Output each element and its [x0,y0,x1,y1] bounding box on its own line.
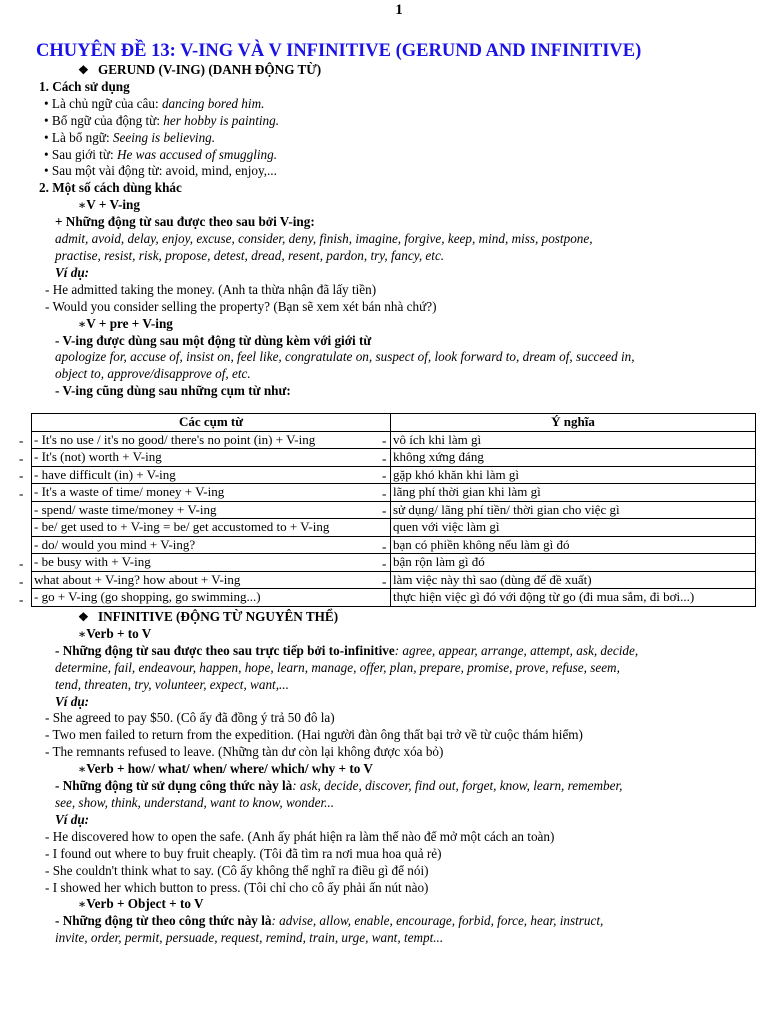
table-row [32,519,756,537]
prep-list: object to, approve/disapprove of, etc. [55,366,251,382]
cell-meaning: làm việc này thì sao (dùng để đề xuất) [391,571,756,589]
pattern-verb-wh-to-v: ∗Verb + how/ what/ when/ where/ which/ why + to V [78,761,373,777]
cell-phrase: - be busy with + V-ing [34,554,151,570]
example-label: Ví dụ: [55,811,90,827]
diamond-bullet-icon: ❖ [78,63,89,77]
diamond-bullet-icon: ❖ [78,610,89,624]
prep-list: apologize for, accuse of, insist on, feel like, congratulate on, suspect of, look forward to, dream of, succeed in, [55,349,635,365]
cell-phrase: - have difficult (in) + V-ing [34,466,176,482]
cell-meaning: bạn có phiền không nếu làm gì đó [391,536,756,554]
cell-phrase: - do/ would you mind + V-ing? [34,536,196,552]
example-sentence: - Two men failed to return from the expedition. (Hai người đàn ông thất bại trở về từ cuộc thám hiểm) [45,727,583,743]
usage-item: • Bổ ngữ của động từ: her hobby is painting. [44,112,280,128]
row-dash-mark: - [19,433,24,448]
mid-dash-mark: - [382,556,387,571]
cell-phrase: - It's a waste of time/ money + V-ing [34,484,225,500]
example-label: Ví dụ: [55,264,90,280]
example-sentence: - She couldn't think what to say. (Cô ấy không thể nghĩ ra điều gì để nói) [45,862,429,878]
cell-meaning: thực hiện việc gì đó với động từ go (đi mua sắm, đi bơi...) [391,589,756,607]
pattern-v-pre-ving: ∗V + pre + V-ing [78,315,173,331]
usage-title: 1. Cách sử dụng [39,78,130,94]
mid-dash-mark: - [382,451,387,466]
column-header: Ý nghĩa [391,414,756,432]
table-row [32,589,756,607]
cell-phrase: - It's (not) worth + V-ing [34,449,162,465]
example-sentence: - He admitted taking the money. (Anh ta thừa nhận đã lấy tiền) [45,281,377,297]
cell-meaning: lãng phí thời gian khi làm gì [391,484,756,502]
cell-meaning: quen với việc làm gì [391,519,756,537]
pattern-verb-to-v: ∗Verb + to V [78,625,152,641]
row-dash-mark: - [19,451,24,466]
cell-phrase: - It's no use / it's no good/ there's no point (in) + V-ing [34,431,316,447]
cell-meaning: bận rộn làm gì đó [391,554,756,572]
to-inf-verbs: tend, threaten, try, volunteer, expect, want,... [55,676,289,692]
star-bullet-icon: ∗ [78,198,87,213]
table-row [32,431,756,449]
row-dash-mark: - [19,486,24,501]
table-row [32,449,756,467]
infinitive-heading: ❖ INFINITIVE (ĐỘNG TỪ NGUYÊN THỂ) [78,609,339,624]
cell-meaning: gặp khó khăn khi làm gì [391,466,756,484]
cell-phrase: - be/ get used to + V-ing = be/ get accustomed to + V-ing [34,519,330,535]
usage-item: • Sau một vài động từ: avoid, mind, enjoy,... [44,163,277,179]
mid-dash-mark: - [382,539,387,554]
row-dash-mark: - [19,468,24,483]
usage-item: • Là bổ ngữ: Seeing is believing. [44,129,216,145]
example-sentence: - He discovered how to open the safe. (Anh ấy phát hiện ra làm thế nào để mở một cách an toàn) [45,828,555,844]
cell-meaning: không xứng đáng [391,449,756,467]
wh-verbs: - Những động từ sử dụng công thức này là: ask, decide, discover, find out, forget, know, learn, remember, [55,778,623,794]
table-row [32,501,756,519]
cell-phrase: - go + V-ing (go shopping, go swimming...) [34,589,261,605]
table-row [32,571,756,589]
cell-meaning: sử dụng/ lãng phí tiền/ thời gian cho việc gì [391,501,756,519]
example-sentence: - Would you consider selling the property? (Bạn sẽ xem xét bán nhà chứ?) [45,298,437,314]
example-sentence: - She agreed to pay $50. (Cô ấy đã đồng ý trả 50 đô la) [45,710,335,726]
example-sentence: - I showed her which button to press. (Tôi chỉ cho cô ấy phải ấn nút nào) [45,879,429,895]
wh-verbs: see, show, think, understand, want to know, wonder... [55,794,335,810]
example-sentence: - I found out where to buy fruit cheaply. (Tôi đã tìm ra nơi mua hoa quả rẻ) [45,845,442,861]
verbs-heading: + Những động từ sau được theo sau bởi V-ing: [55,214,315,230]
page-title: CHUYÊN ĐỀ 13: V-ING VÀ V INFINITIVE (GERUND AND INFINITIVE) [36,41,642,61]
to-inf-verbs: determine, fail, endeavour, happen, hope, learn, manage, offer, plan, prepare, promise, prove, refuse, seem, [55,659,620,675]
prep-heading: - V-ing được dùng sau một động từ dùng kèm với giới từ [55,332,372,348]
column-header: Các cụm từ [32,414,391,432]
mid-dash-mark: - [382,433,387,448]
page-number: 1 [395,2,403,18]
phrases-heading: - V-ing cũng dùng sau những cụm từ như: [55,383,291,399]
pattern-v-ving: ∗V + V-ing [78,197,140,213]
example-sentence: - The remnants refused to leave. (Những tàn dư còn lại không được xóa bỏ) [45,744,444,760]
object-verbs: - Những động từ theo công thức này là: advise, allow, enable, encourage, forbid, force, hear, instruct, [55,913,604,929]
usage-item: • Sau giới từ: He was accused of smuggling. [44,146,278,162]
to-inf-verbs: - Những động từ sau được theo sau trực tiếp bởi to-infinitive: agree, appear, arrange, attempt, ask, decide, [55,642,639,658]
table-row [32,466,756,484]
mid-dash-mark: - [382,468,387,483]
row-dash-mark: - [19,592,24,607]
phrase-table [31,413,756,607]
cell-phrase: - spend/ waste time/money + V-ing [34,501,217,517]
usage-item: • Là chủ ngữ của câu: dancing bored him. [44,95,265,111]
table-row [32,536,756,554]
mid-dash-mark: - [382,486,387,501]
verbs-list: admit, avoid, delay, enjoy, excuse, consider, deny, finish, imagine, forgive, keep, mind, miss, postpone, [55,231,593,247]
row-dash-mark: - [19,574,24,589]
row-dash-mark: - [19,556,24,571]
infinitive-section [0,609,768,947]
cell-meaning: vô ích khi làm gì [391,431,756,449]
star-bullet-icon: ∗ [78,762,87,777]
gerund-section [0,62,768,400]
other-usage-title: 2. Một số cách dùng khác [39,180,182,196]
pattern-verb-object-to-v: ∗Verb + Object + to V [78,896,204,912]
object-verbs: invite, order, permit, persuade, request, remind, train, urge, want, tempt... [55,930,444,946]
star-bullet-icon: ∗ [78,626,87,641]
cell-phrase: what about + V-ing? how about + V-ing [34,571,241,587]
star-bullet-icon: ∗ [78,897,87,912]
star-bullet-icon: ∗ [78,316,87,331]
table-row [32,554,756,572]
mid-dash-mark: - [382,503,387,518]
gerund-heading: ❖ GERUND (V-ING) (DANH ĐỘNG TỪ) [78,62,322,77]
mid-dash-mark: - [382,574,387,589]
table-row [32,484,756,502]
table-header-row [32,414,756,432]
example-label: Ví dụ: [55,693,90,709]
verbs-list: practise, resist, risk, propose, detest, dread, resent, pardon, try, fancy, etc. [55,247,445,263]
